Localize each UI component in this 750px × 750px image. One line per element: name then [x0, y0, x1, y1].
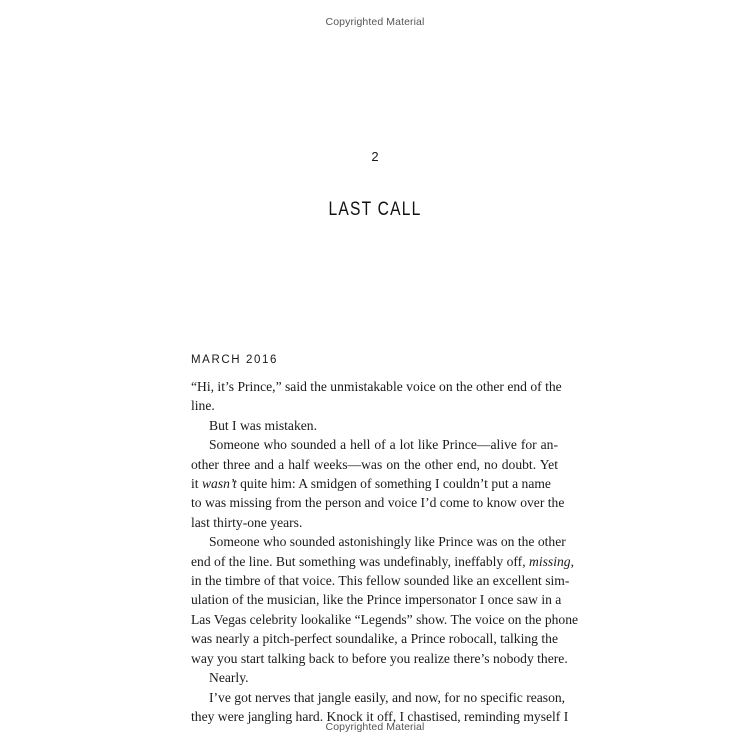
section-date-heading: MARCH 2016 [191, 354, 278, 366]
body-line: way you start talking back to before you realize there’s nobody there. [191, 650, 568, 666]
chapter-number: 2 [371, 149, 379, 164]
body-line: ulation of the musician, like the Prince impersonator I once saw in a [191, 592, 562, 608]
emphasis-text: missing [529, 553, 571, 569]
body-line: to was missing from the person and voice I’d come to know over the [191, 495, 565, 511]
body-line: line. [191, 398, 215, 414]
body-text-fragment: it [191, 476, 202, 492]
body-line: Someone who sounded a hell of a lot like Prince—alive for an- [209, 437, 558, 453]
copyright-watermark-bottom: Copyrighted Material [325, 721, 425, 733]
body-line [191, 474, 558, 493]
body-line: Las Vegas celebrity lookalike “Legends” show. The voice on the phone [191, 611, 579, 627]
body-text-fragment: quite him: A smidgen of something I couldn’t put a name [236, 476, 551, 492]
body-line: in the timbre of that voice. This fellow sounded like an excellent sim- [191, 573, 570, 589]
body-text [191, 377, 579, 726]
body-line: other three and a half weeks—was on the other end, no doubt. Yet [191, 456, 558, 472]
chapter-title: LAST CALL [328, 199, 422, 220]
body-line: was nearly a pitch-perfect soundalike, a Prince robocall, talking the [191, 631, 558, 647]
body-line: Nearly. [209, 670, 249, 686]
copyright-watermark-top: Copyrighted Material [325, 16, 425, 28]
emphasis-text: wasn’t [201, 476, 237, 492]
body-line [191, 552, 574, 571]
body-line: last thirty-one years. [191, 514, 303, 530]
body-line: they were jangling hard. Knock it off, I chastised, reminding myself I [191, 708, 569, 724]
body-line: I’ve got nerves that jangle easily, and now, for no specific reason, [209, 689, 566, 705]
body-line: But I was mistaken. [209, 417, 317, 433]
body-line: “Hi, it’s Prince,” said the unmistakable voice on the other end of the [191, 379, 562, 394]
body-text-fragment: , [570, 553, 574, 569]
body-text-fragment: end of the line. But something was undefinably, ineffably off, [191, 553, 526, 569]
body-line: Someone who sounded astonishingly like Prince was on the other [209, 534, 566, 550]
